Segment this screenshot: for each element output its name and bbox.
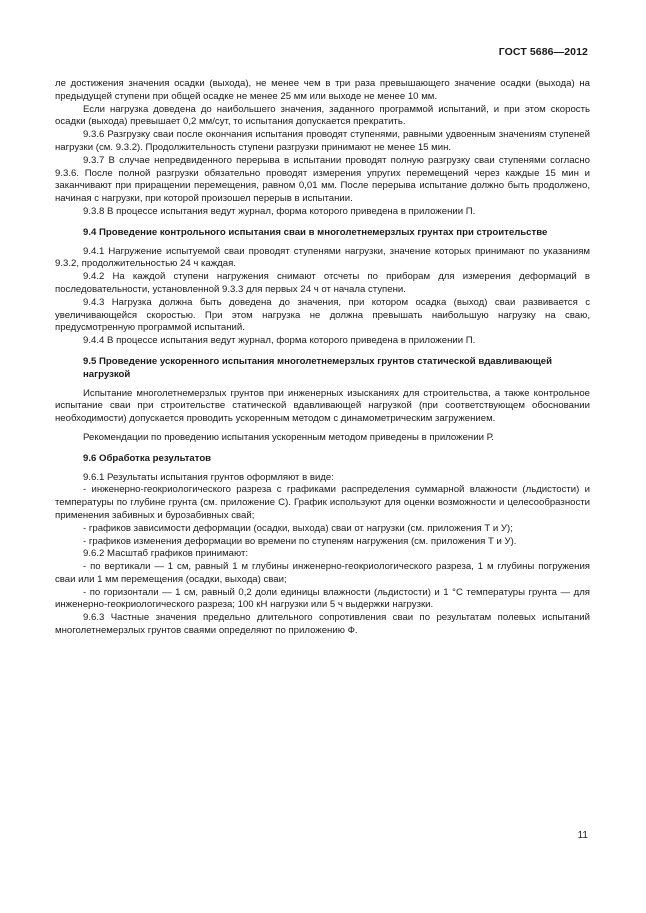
paragraph: 9.4.2 На каждой ступени нагружения снимают отсчеты по приборам для измерения деформаций в последовательности, установленной 9.3.3 для первых 24 ч от начала ступени. — [55, 271, 590, 295]
paragraph: Если нагрузка доведена до наибольшего значения, заданного программой испытаний, и при этом скорость осадки (выхода) превышает 0,2 мм/сут, то испытания допускается прекратить. — [55, 103, 590, 128]
paragraph: 9.6.3 Частные значения предельно длительного сопротивления сваи по результатам полевых испытаний многолетнемерзлых грунтов сваями определяют по приложению Ф. — [55, 612, 590, 637]
paragraph: - графиков изменения деформации во времени по ступеням нагружения (см. приложения Т и У). — [83, 535, 517, 547]
section-heading: 9.5 Проведение ускоренного испытания многолетнемерзлых грунтов статической вдавливающей нагрузкой — [83, 355, 553, 380]
paragraph: 9.3.7 В случае непредвиденного перерыва в испытании проводят полную разгрузку сваи ступенями согласно 9.3.6. После полной разгрузки обязательно проводят измерения упругих перемещений через каждые 15 мин и заканчивают при приращении перемещения, равном 0,01 мм. После перерыва испытание должно быть продолжено, начиная с нагрузки, при которой произошел перерыв в испытании. — [55, 154, 590, 205]
paragraph: 9.6.2 Масштаб графиков принимают: — [83, 548, 249, 560]
paragraph: - по горизонтали — 1 см, равный 0,2 доли единицы влажности (льдистости) и 1 °С температуры грунта — для инженерно-геокриологического разреза; 100 кН нагрузки или 5 ч выдержки нагрузки. — [55, 586, 590, 611]
paragraph: ле достижения значения осадки (выхода), не менее чем в три раза превышающего значение осадки (выхода) на предыдущей ступени при общей осадке не менее 25 мм или выходе не менее 10 мм. — [55, 78, 590, 102]
standard-header: ГОСТ 5686—2012 — [498, 46, 588, 58]
document-body — [55, 78, 590, 638]
section-heading: 9.4 Проведение контрольного испытания сваи в многолетнемерзлых грунтах при строительстве — [83, 226, 548, 238]
paragraph: 9.3.6 Разгрузку сваи после окончания испытания проводят ступенями, равными удвоенным значениям ступеней нагрузки (см. 9.3.2). Продолжительность ступени разгрузки принимают не менее 15 мин. — [55, 129, 590, 153]
paragraph: - графиков зависимости деформации (осадки, выхода) сваи от нагрузки (см. приложения Т и У); — [83, 522, 513, 534]
paragraph: 9.6.1 Результаты испытания грунтов оформляют в виде: — [83, 471, 334, 483]
paragraph: 9.3.8 В процессе испытания ведут журнал, форма которого приведена в приложении П. — [83, 205, 476, 217]
paragraph: Испытание многолетнемерзлых грунтов при инженерных изысканиях для строительства, а также контрольное испытание сваи при строительстве статической вдавливающей нагрузкой (при соответствующем обосновании необходимости) допускается проводить ускоренным методом с динамометрическим загружением. — [55, 387, 590, 425]
page-number: 11 — [577, 830, 588, 841]
paragraph: - по вертикали — 1 см, равный 1 м глубины инженерно-геокриологического разреза, 1 м глубины погружения сваи или 1 мм перемещения (осадки, выхода) сваи; — [55, 561, 590, 585]
section-heading: 9.6 Обработка результатов — [83, 452, 212, 464]
paragraph: Рекомендации по проведению испытания ускоренным методом приведены в приложении Р. — [83, 431, 494, 443]
paragraph: - инженерно-геокриологического разреза с графиками распределения суммарной влажности (льдистости) и температуры по глубине грунта (см. приложение С). График используют для оценки возможности и целесообразности применения забивных и бурозабивных свай; — [55, 484, 590, 521]
paragraph: 9.4.3 Нагрузка должна быть доведена до значения, при котором осадка (выход) сваи развивается с увеличивающейся скоростью. При этом нагрузка не должна превышать наибольшую нагрузку на сваю, предусмотренную программой испытаний. — [55, 296, 590, 334]
paragraph: 9.4.4 В процессе испытания ведут журнал, форма которого приведена в приложении П. — [83, 335, 476, 347]
paragraph: 9.4.1 Нагружение испытуемой сваи проводят ступенями нагрузки, значение которых принимают по указаниям 9.3.2, продолжительностью 24 ч каждая. — [55, 245, 590, 270]
